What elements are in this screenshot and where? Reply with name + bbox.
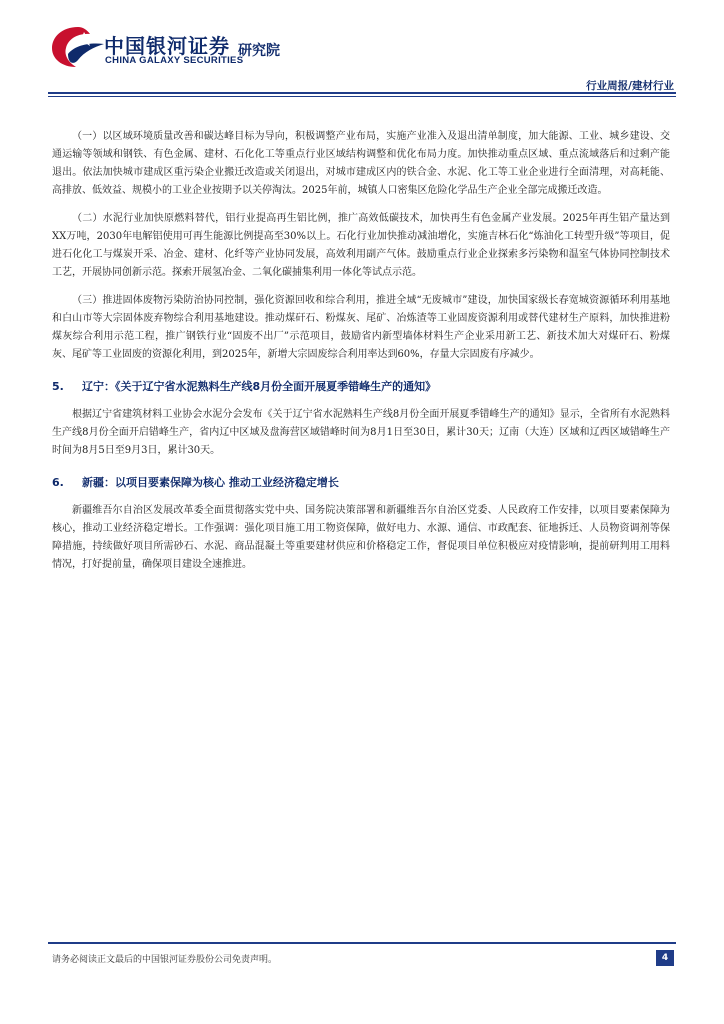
page-number-badge: 4 bbox=[656, 950, 674, 966]
brand-name-cn: 中国银河证券 bbox=[104, 34, 230, 58]
section-5-heading bbox=[52, 378, 670, 394]
header-rule bbox=[48, 92, 676, 94]
paragraph-5: 新疆维吾尔自治区发展改革委全面贯彻落实党中央、国务院决策部署和新疆维吾尔自治区党委、人民政府工作安排，以项目要素保障为核心，推动工业经济稳定增长。工作强调：强化项目施工用工物资保障，做好电力、水源、通信、市政配套、征地拆迁、人员物资调剂等保障措施，持续做好项目所需砂石、水泥、商品混凝土等重要建材供应和价格稳定工作，督促项目单位积极应对疫情影响，提前研判用工用料情况，打好提前量，确保项目建设全速推进。 bbox=[52, 505, 670, 570]
paragraph-4: 根据辽宁省建筑材料工业协会水泥分会发布《关于辽宁省水泥熟料生产线8月份全面开展夏季错峰生产的通知》显示，全省所有水泥熟料生产线8月份全面开启错峰生产，省内辽中区域及盘海营区域错峰时间为8月1日至30日，累计30天；辽南（大连）区域和辽西区域错峰生产时间为8月5日至9月3日，累计30天。 bbox=[52, 409, 670, 456]
section-6-title: 新疆：以项目要素保障为核心 推动工业经济稳定增长 bbox=[82, 476, 339, 489]
brand-name-en: CHINA GALAXY SECURITIES bbox=[105, 55, 244, 66]
paragraph-3: （三）推进固体废物污染防治协同控制，强化资源回收和综合利用，推进全域“无废城市”建设，加快国家级长春宽城资源循环利用基地和白山市等大宗固体废弃物综合利用基地建设。推动煤矸石、粉煤灰、尾矿、冶炼渣等工业固废资源利用或替代建材生产原料，加快推进粉煤灰综合利用示范工程，推广钢铁行业“固废不出厂”示范项目，鼓励省内新型墙体材料生产企业采用新工艺、新技术加大对煤矸石、粉煤灰、尾矿等工业固废的资源化利用，到2025年，新增大宗固废综合利用率达到60%，存量大宗固废有序减少。 bbox=[52, 295, 670, 360]
institute-label: 研究院 bbox=[238, 43, 280, 59]
header-rule-thin bbox=[48, 96, 676, 97]
section-5-title: 辽宁：《关于辽宁省水泥熟料生产线8月份全面开展夏季错峰生产的通知》 bbox=[82, 380, 437, 393]
section-6-heading bbox=[52, 474, 670, 490]
section-5-number: 5. bbox=[52, 380, 64, 393]
report-category: 行业周报/建材行业 bbox=[586, 80, 674, 92]
main-content bbox=[52, 128, 670, 574]
paragraph-1: （一）以区域环境质量改善和碳达峰目标为导向，积极调整产业布局，实施产业准入及退出清单制度，加大能源、工业、城乡建设、交通运输等领域和钢铁、有色金属、建材、石化化工等重点行业区域结构调整和优化布局力度。加快推动重点区域、重点流域落后和过剩产能退出。依法加快城市建成区重污染企业搬迁改造或关闭退出，对城市建成区内的铁合金、水泥、化工等工业企业进行全面清理，对高耗能、高排放、低效益、规模小的工业企业按期予以关停淘汰。2025年前，城镇人口密集区危险化学品生产企业全部完成搬迁改造。 bbox=[52, 131, 670, 196]
section-6-number: 6. bbox=[52, 476, 64, 489]
paragraph-2: （二）水泥行业加快原燃料替代，铝行业提高再生铝比例，推广高效低碳技术，加快再生有色金属产业发展。2025年再生铝产量达到XX万吨，2030年电解铝使用可再生能源比例提高至30%以上。石化行业加快推动减油增化，实施吉林石化“炼油化工转型升级”等项目，促进石化化工与煤炭开采、冶金、建材、化纤等产业协同发展，高效利用副产气体。鼓励重点行业企业探索多污染物和温室气体协同控制技术工艺，开展协同创新示范。探索开展氢冶金、二氧化碳捕集利用一体化等试点示范。 bbox=[52, 213, 670, 278]
disclaimer-note: 请务必阅读正文最后的中国银河证券股份公司免责声明。 bbox=[52, 955, 278, 965]
galaxy-logo-icon bbox=[48, 24, 108, 70]
footer-rule bbox=[48, 942, 676, 944]
